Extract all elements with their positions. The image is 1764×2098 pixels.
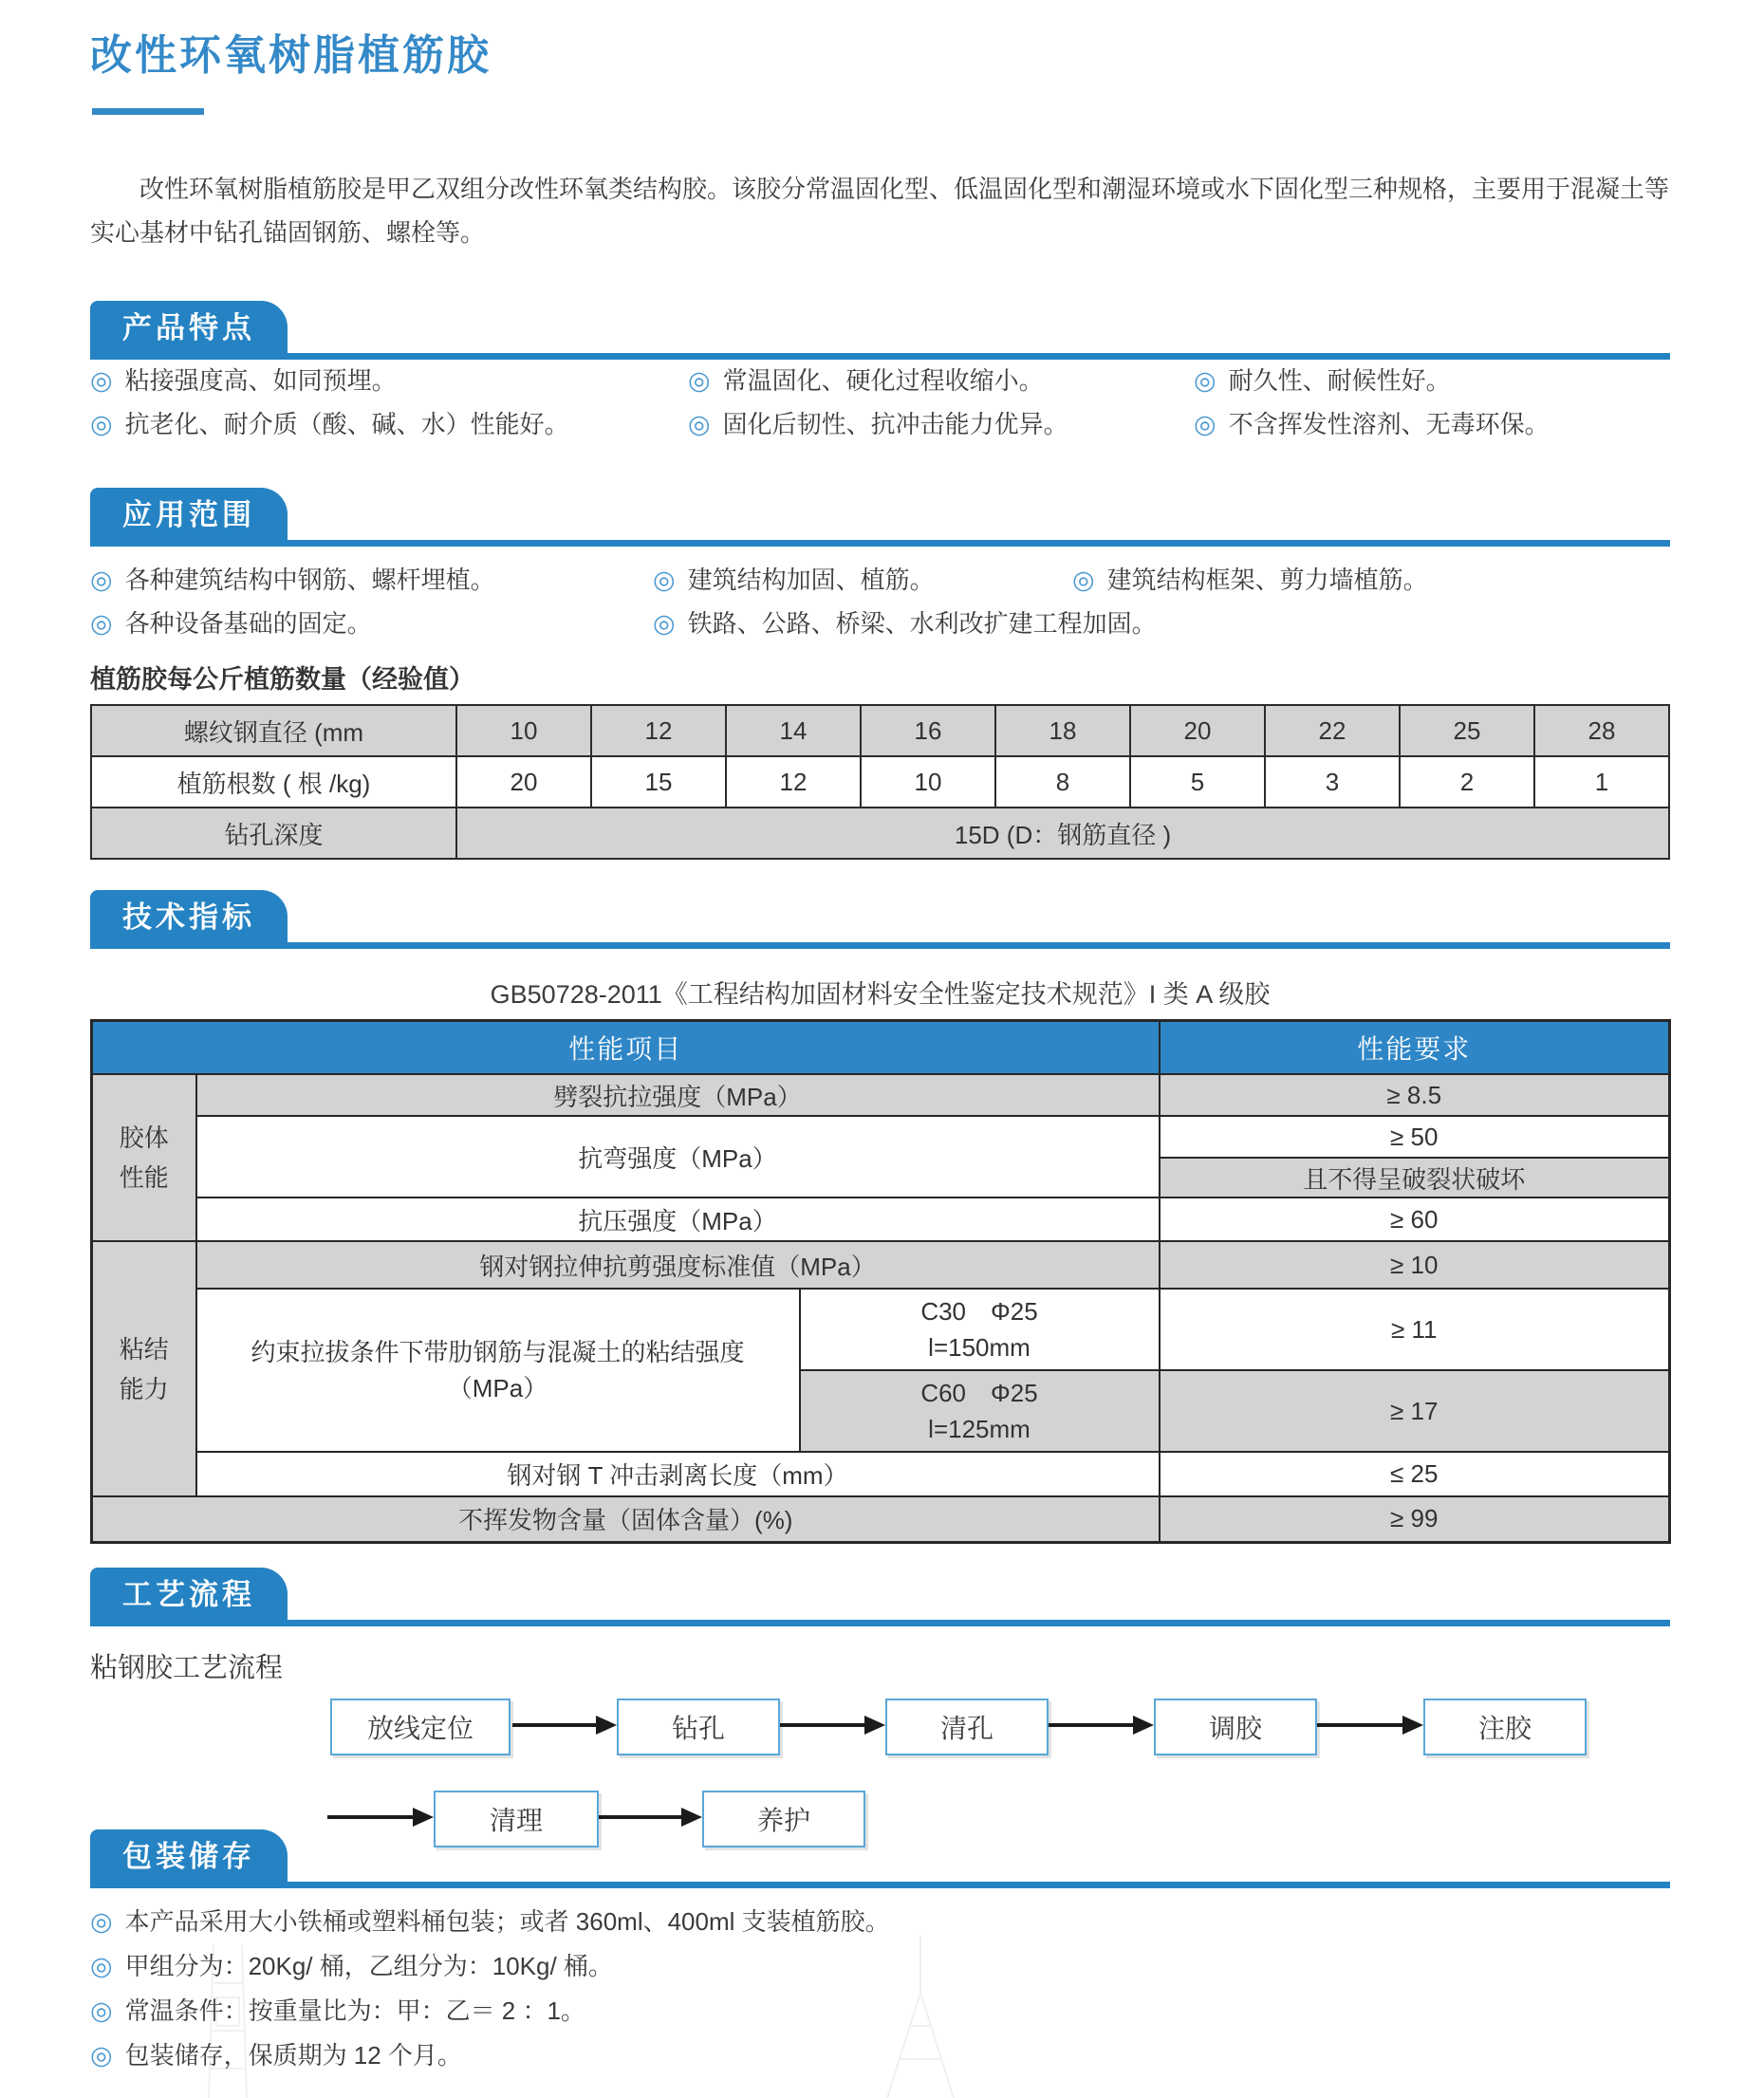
section-tab-packaging: 包装储存	[90, 1829, 288, 1882]
application-item: ◎ 各种设备基础的固定。	[90, 609, 372, 638]
application-item: ◎ 建筑结构加固、植筋。	[653, 566, 935, 594]
flow-arrow-icon	[1317, 1716, 1423, 1735]
flow-step-cure: 养护	[702, 1791, 865, 1847]
flow-arrow-icon	[327, 1808, 434, 1827]
flow-step-inject-glue: 注胶	[1423, 1699, 1587, 1755]
flow-arrow-icon	[1049, 1716, 1154, 1735]
depth-value-cell: 15D (D：钢筋直径 )	[456, 808, 1669, 859]
table-row: 抗弯强度（MPa） ≥ 50	[92, 1116, 1670, 1158]
application-item: ◎ 各种建筑结构中钢筋、螺杆埋植。	[90, 566, 495, 594]
flow-step-cleanup: 清理	[434, 1791, 599, 1847]
section-tab-process: 工艺流程	[90, 1568, 288, 1620]
double-circle-bullet-icon: ◎	[90, 609, 113, 638]
table-row: 不挥发物含量（固体含量）(%) ≥ 99	[92, 1496, 1670, 1542]
double-circle-bullet-icon: ◎	[90, 366, 113, 395]
packaging-item: ◎ 甲组分为：20Kg/ 桶，乙组分为：10Kg/ 桶。	[90, 1952, 613, 1980]
double-circle-bullet-icon: ◎	[688, 410, 711, 438]
double-circle-bullet-icon: ◎	[90, 566, 113, 594]
feature-item: ◎ 抗老化、耐介质（酸、碱、水）性能好。	[90, 410, 569, 438]
feature-item: ◎ 固化后韧性、抗冲击能力优异。	[688, 410, 1068, 438]
flow-arrow-icon	[512, 1716, 617, 1735]
section-header-features	[90, 301, 1670, 360]
double-circle-bullet-icon: ◎	[688, 366, 711, 395]
flow-step-mix-glue: 调胶	[1154, 1699, 1317, 1755]
feature-item: ◎ 常温固化、硬化过程收缩小。	[688, 366, 1044, 395]
table-row: 粘结能力 钢对钢拉伸抗剪强度标准值（MPa） ≥ 10	[92, 1241, 1670, 1289]
col-header-req: 性能要求	[1160, 1021, 1670, 1075]
packaging-item: ◎ 本产品采用大小铁桶或塑料桶包装；或者 360ml、400ml 支装植筋胶。	[90, 1907, 890, 1936]
application-item: ◎ 铁路、公路、桥梁、水利改扩建工程加固。	[653, 609, 1157, 638]
double-circle-bullet-icon: ◎	[90, 1996, 113, 2025]
bond-condition-c60: C60 Φ25 l=125mm	[800, 1370, 1160, 1452]
table-row	[91, 808, 1669, 859]
section-header-applications	[90, 488, 1670, 547]
flow-step-drill: 钻孔	[617, 1699, 780, 1755]
title-underline	[92, 108, 204, 115]
section-tab-tech: 技术指标	[90, 890, 288, 942]
double-circle-bullet-icon: ◎	[90, 410, 113, 438]
flow-step-clean-hole: 清孔	[885, 1699, 1049, 1755]
packaging-item: ◎ 常温条件：按重量比为：甲：乙＝ 2 ：1。	[90, 1996, 585, 2025]
count-label-cell: 植筋根数 ( 根 /kg)	[91, 756, 456, 808]
bond-condition-c30: C30 Φ25 l=150mm	[800, 1289, 1160, 1370]
double-circle-bullet-icon: ◎	[1194, 366, 1216, 395]
table-row	[92, 1021, 1670, 1075]
table-row: 抗压强度（MPa） ≥ 60	[92, 1198, 1670, 1241]
feature-item: ◎ 不含挥发性溶剂、无毒环保。	[1194, 410, 1550, 438]
double-circle-bullet-icon: ◎	[1072, 566, 1095, 594]
double-circle-bullet-icon: ◎	[90, 2041, 113, 2070]
section-tab-features: 产品特点	[90, 301, 288, 353]
rebar-quantity-table	[90, 704, 1670, 860]
flow-arrow-icon	[780, 1716, 885, 1735]
section-tab-applications: 应用范围	[90, 488, 288, 540]
group-label-bond: 粘结能力	[92, 1241, 196, 1496]
table-row: 约束拉拔条件下带肋钢筋与混凝土的粘结强度（MPa） C30 Φ25 l=150mm ≥ 11	[92, 1289, 1670, 1370]
flow-step-layout: 放线定位	[330, 1699, 511, 1755]
double-circle-bullet-icon: ◎	[1194, 410, 1216, 438]
process-subtitle: 粘钢胶工艺流程	[90, 1653, 284, 1683]
feature-item: ◎ 粘接强度高、如同预埋。	[90, 366, 397, 395]
table-row: C60 Φ25 l=125mm ≥ 17	[92, 1370, 1670, 1452]
section-header-process	[90, 1568, 1670, 1626]
watermark-tower-sketch	[797, 1936, 1044, 2098]
rebar-table-title: 植筋胶每公斤植筋数量（经验值）	[90, 665, 474, 694]
tech-standard-line: GB50728-2011《工程结构加固材料安全性鉴定技术规范》I 类 A 级胶	[490, 980, 1271, 1009]
application-item: ◎ 建筑结构框架、剪力墙植筋。	[1072, 566, 1428, 594]
double-circle-bullet-icon: ◎	[90, 1907, 113, 1936]
table-row: 螺纹钢直径 (mm 10 12 14 16 18 20 22 25 28	[91, 705, 1669, 756]
intro-paragraph: 改性环氧树脂植筋胶是甲乙双组分改性环氧类结构胶。该胶分常温固化型、低温固化型和潮湿环境或水下固化型三种规格，主要用于混凝土等实心基材中钻孔锚固钢筋、螺栓等。	[90, 175, 1670, 247]
table-row: 植筋根数 ( 根 /kg) 20 15 12 10 8 5 3 2 1	[91, 756, 1669, 808]
watermark-tower-sketch	[123, 1945, 332, 2098]
section-header-packaging	[90, 1829, 1670, 1888]
diameter-label-cell: 螺纹钢直径 (mm	[91, 705, 456, 756]
col-header-item: 性能项目	[92, 1021, 1160, 1075]
depth-label-cell: 钻孔深度	[91, 808, 456, 859]
tech-spec-table	[90, 1019, 1671, 1544]
flow-arrow-icon	[599, 1808, 702, 1827]
page-title: 改性环氧树脂植筋胶	[90, 32, 492, 79]
table-row: 胶体性能 劈裂抗拉强度（MPa） ≥ 8.5	[92, 1074, 1670, 1116]
table-row: 且不得呈破裂状破坏	[92, 1158, 1670, 1198]
double-circle-bullet-icon: ◎	[90, 1952, 113, 1980]
double-circle-bullet-icon: ◎	[653, 609, 676, 638]
table-row: 钢对钢 T 冲击剥离长度（mm） ≤ 25	[92, 1452, 1670, 1496]
feature-item: ◎ 耐久性、耐候性好。	[1194, 366, 1451, 395]
double-circle-bullet-icon: ◎	[653, 566, 676, 594]
group-label-glue: 胶体性能	[92, 1074, 196, 1241]
packaging-item: ◎ 包装储存，保质期为 12 个月。	[90, 2041, 462, 2070]
section-header-tech	[90, 890, 1670, 949]
